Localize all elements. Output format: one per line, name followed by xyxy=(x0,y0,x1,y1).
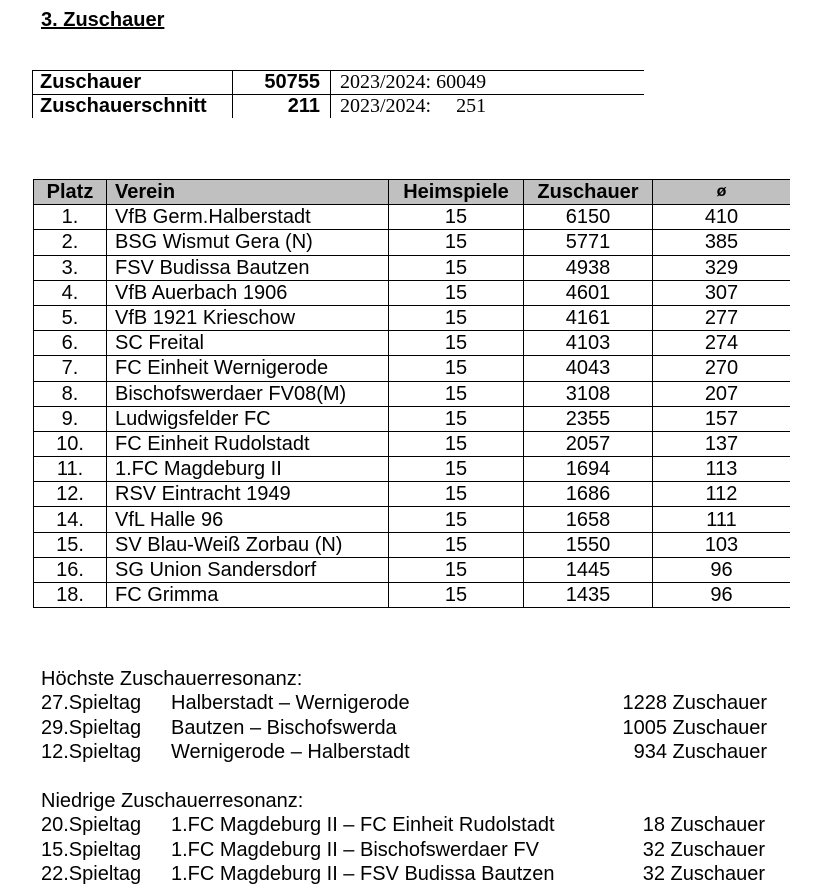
home-games-cell: 15 xyxy=(389,557,524,582)
club-cell: SV Blau-Weiß Zorbau (N) xyxy=(107,532,389,557)
rank-cell: 6. xyxy=(34,331,107,356)
attendance-count: 32 Zuschauer xyxy=(642,838,765,861)
spectators-cell: 4103 xyxy=(524,331,653,356)
summary-row-average xyxy=(32,94,644,118)
spectators-cell: 4161 xyxy=(524,305,653,330)
table-row xyxy=(34,331,791,356)
home-games-cell: 15 xyxy=(389,431,524,456)
summary-value: 50755 xyxy=(264,71,320,93)
spectators-cell: 1694 xyxy=(524,457,653,482)
attendance-count: 934 Zuschauer xyxy=(633,740,767,763)
rank-cell: 18. xyxy=(34,583,107,608)
match: 1.FC Magdeburg II – Bischofswerdaer FV xyxy=(171,838,539,861)
rank-cell: 8. xyxy=(34,381,107,406)
table-row xyxy=(34,532,791,557)
matchday: 12.Spieltag xyxy=(41,740,142,763)
spectators-cell: 1658 xyxy=(524,507,653,532)
club-cell: VfB Germ.Halberstadt xyxy=(107,205,389,230)
rank-cell: 16. xyxy=(34,557,107,582)
table-row xyxy=(34,356,791,381)
table-row xyxy=(34,431,791,456)
match: 1.FC Magdeburg II – FC Einheit Rudolstadt xyxy=(171,814,555,837)
summary-previous: 2023/2024: 251 xyxy=(340,95,487,117)
home-games-cell: 15 xyxy=(389,356,524,381)
highest-heading: Höchste Zuschauerresonanz: xyxy=(41,668,303,690)
rank-cell: 15. xyxy=(34,532,107,557)
list-item xyxy=(41,813,765,837)
rank-cell: 1. xyxy=(34,205,107,230)
average-cell: 207 xyxy=(653,381,791,406)
home-games-cell: 15 xyxy=(389,255,524,280)
club-cell: BSG Wismut Gera (N) xyxy=(107,230,389,255)
attendance-count: 1005 Zuschauer xyxy=(622,716,767,739)
list-item xyxy=(41,740,767,764)
attendance-count: 18 Zuschauer xyxy=(642,814,765,837)
average-cell: 111 xyxy=(653,507,791,532)
spectators-cell: 4043 xyxy=(524,356,653,381)
header-platz: Platz xyxy=(34,180,107,205)
table-row xyxy=(34,255,791,280)
average-cell: 307 xyxy=(653,280,791,305)
spectators-cell: 5771 xyxy=(524,230,653,255)
table-row xyxy=(34,507,791,532)
club-cell: VfB 1921 Krieschow xyxy=(107,305,389,330)
club-cell: FC Einheit Wernigerode xyxy=(107,356,389,381)
attendance-count: 32 Zuschauer xyxy=(642,862,765,885)
match: Bautzen – Bischofswerda xyxy=(171,716,397,739)
summary-label: Zuschauer xyxy=(40,71,142,93)
table-row xyxy=(34,406,791,431)
table-row xyxy=(34,205,791,230)
average-cell: 96 xyxy=(653,583,791,608)
spectators-cell: 4938 xyxy=(524,255,653,280)
home-games-cell: 15 xyxy=(389,381,524,406)
lowest-heading: Niedrige Zuschauerresonanz: xyxy=(41,790,304,812)
home-games-cell: 15 xyxy=(389,406,524,431)
matchday: 15.Spieltag xyxy=(41,838,142,861)
table-row xyxy=(34,482,791,507)
average-cell: 103 xyxy=(653,532,791,557)
club-cell: FC Grimma xyxy=(107,583,389,608)
rank-cell: 2. xyxy=(34,230,107,255)
rank-cell: 5. xyxy=(34,305,107,330)
average-cell: 113 xyxy=(653,457,791,482)
summary-row-total xyxy=(32,70,644,94)
rank-cell: 12. xyxy=(34,482,107,507)
home-games-cell: 15 xyxy=(389,457,524,482)
average-cell: 277 xyxy=(653,305,791,330)
home-games-cell: 15 xyxy=(389,532,524,557)
spectators-cell: 1435 xyxy=(524,583,653,608)
matchday: 27.Spieltag xyxy=(41,692,142,715)
rank-cell: 4. xyxy=(34,280,107,305)
section-title: 3. Zuschauer xyxy=(41,9,165,31)
list-item xyxy=(41,862,765,886)
average-cell: 157 xyxy=(653,406,791,431)
table-row xyxy=(34,457,791,482)
match: 1.FC Magdeburg II – FSV Budissa Bautzen xyxy=(171,862,555,885)
spectators-cell: 4601 xyxy=(524,280,653,305)
table-row xyxy=(34,280,791,305)
table-header-row xyxy=(34,180,791,205)
list-item xyxy=(41,716,767,740)
header-zuschauer: Zuschauer xyxy=(524,180,653,205)
table-row xyxy=(34,305,791,330)
matchday: 20.Spieltag xyxy=(41,814,142,837)
home-games-cell: 15 xyxy=(389,482,524,507)
table-row xyxy=(34,230,791,255)
club-cell: Bischofswerdaer FV08(M) xyxy=(107,381,389,406)
match: Halberstadt – Wernigerode xyxy=(171,692,410,715)
spectators-cell: 2355 xyxy=(524,406,653,431)
table-row xyxy=(34,557,791,582)
spectators-cell: 1550 xyxy=(524,532,653,557)
spectators-cell: 1686 xyxy=(524,482,653,507)
rank-cell: 9. xyxy=(34,406,107,431)
club-cell: FSV Budissa Bautzen xyxy=(107,255,389,280)
club-cell: Ludwigsfelder FC xyxy=(107,406,389,431)
list-item xyxy=(41,838,765,862)
summary-label: Zuschauerschnitt xyxy=(40,95,207,117)
home-games-cell: 15 xyxy=(389,230,524,255)
rank-cell: 11. xyxy=(34,457,107,482)
match: Wernigerode – Halberstadt xyxy=(171,740,410,763)
table-row xyxy=(34,583,791,608)
lowest-attendance-section xyxy=(41,789,765,886)
matchday: 29.Spieltag xyxy=(41,716,142,739)
header-average: ø xyxy=(653,180,791,205)
highest-attendance-section xyxy=(41,667,767,764)
spectators-cell: 6150 xyxy=(524,205,653,230)
list-item xyxy=(41,691,767,715)
spectators-cell: 2057 xyxy=(524,431,653,456)
average-cell: 329 xyxy=(653,255,791,280)
average-cell: 137 xyxy=(653,431,791,456)
club-cell: SG Union Sandersdorf xyxy=(107,557,389,582)
average-cell: 274 xyxy=(653,331,791,356)
average-cell: 112 xyxy=(653,482,791,507)
average-cell: 385 xyxy=(653,230,791,255)
club-cell: RSV Eintracht 1949 xyxy=(107,482,389,507)
club-cell: SC Freital xyxy=(107,331,389,356)
rank-cell: 7. xyxy=(34,356,107,381)
rank-cell: 14. xyxy=(34,507,107,532)
club-cell: FC Einheit Rudolstadt xyxy=(107,431,389,456)
home-games-cell: 15 xyxy=(389,280,524,305)
home-games-cell: 15 xyxy=(389,205,524,230)
home-games-cell: 15 xyxy=(389,305,524,330)
club-cell: 1.FC Magdeburg II xyxy=(107,457,389,482)
matchday: 22.Spieltag xyxy=(41,862,142,885)
average-cell: 270 xyxy=(653,356,791,381)
attendance-count: 1228 Zuschauer xyxy=(622,692,767,715)
summary-previous: 2023/2024: 60049 xyxy=(340,71,487,93)
spectators-cell: 1445 xyxy=(524,557,653,582)
average-cell: 96 xyxy=(653,557,791,582)
club-cell: VfB Auerbach 1906 xyxy=(107,280,389,305)
home-games-cell: 15 xyxy=(389,507,524,532)
rank-cell: 10. xyxy=(34,431,107,456)
rank-cell: 3. xyxy=(34,255,107,280)
header-heimspiele: Heimspiele xyxy=(389,180,524,205)
spectators-cell: 3108 xyxy=(524,381,653,406)
summary-value: 211 xyxy=(287,95,320,117)
attendance-table xyxy=(33,179,790,608)
average-cell: 410 xyxy=(653,205,791,230)
club-cell: VfL Halle 96 xyxy=(107,507,389,532)
summary-table xyxy=(32,70,644,118)
header-verein: Verein xyxy=(107,180,389,205)
home-games-cell: 15 xyxy=(389,331,524,356)
table-row xyxy=(34,381,791,406)
home-games-cell: 15 xyxy=(389,583,524,608)
